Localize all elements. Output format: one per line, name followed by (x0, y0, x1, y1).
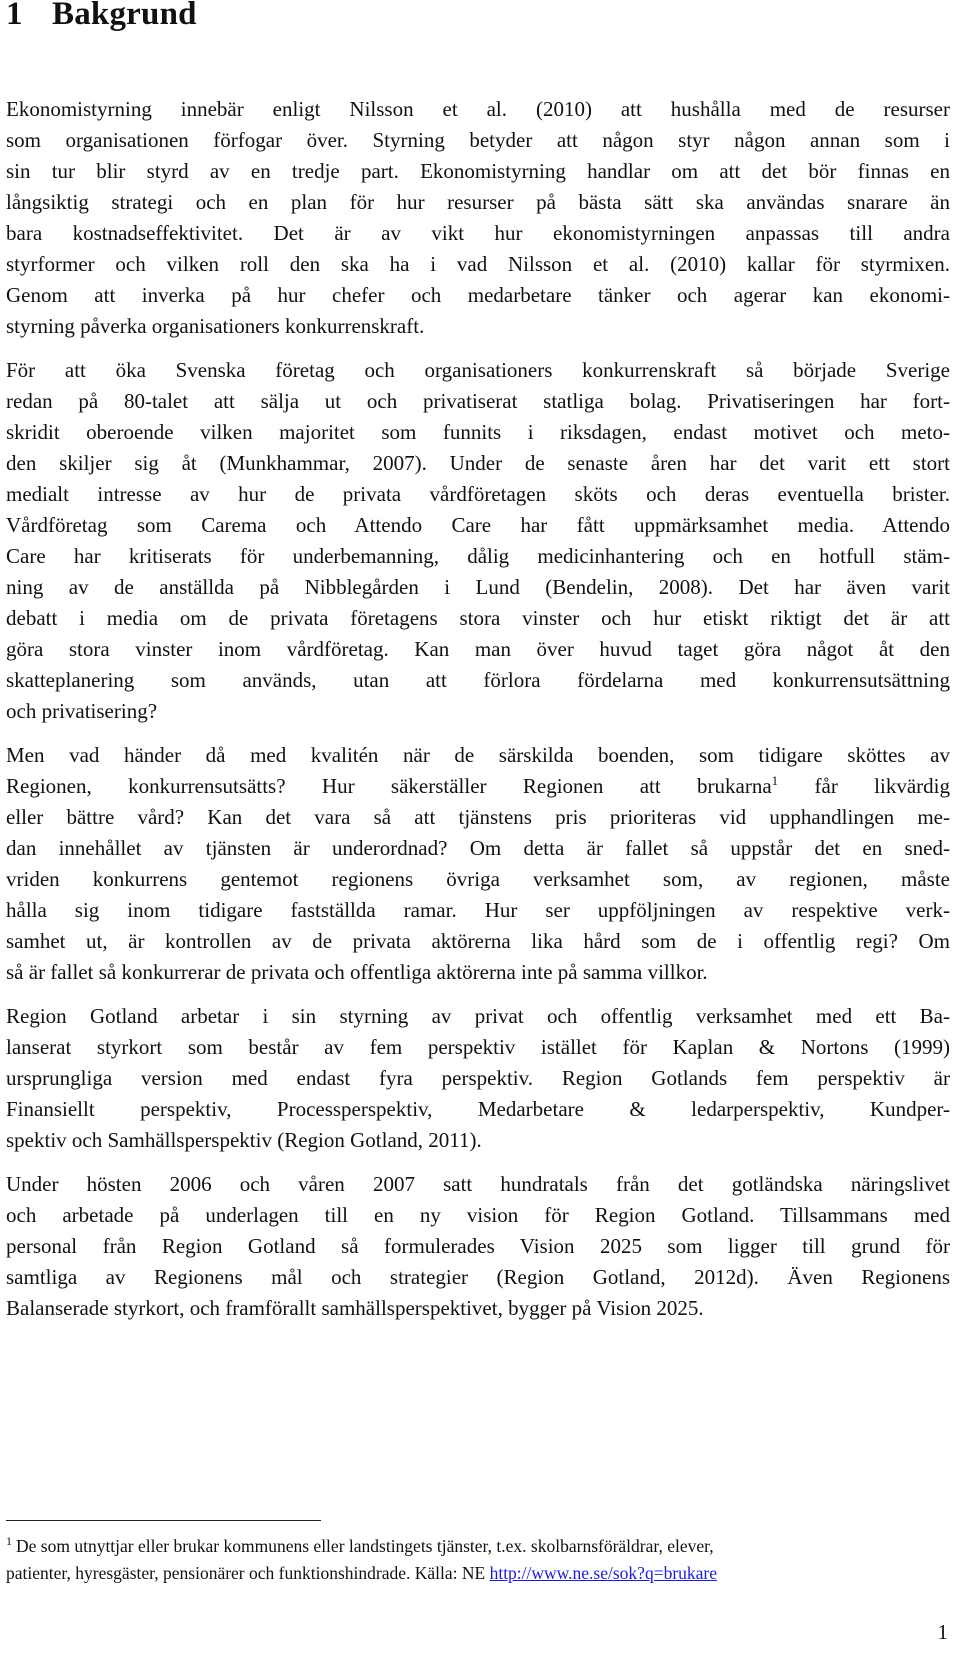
text-fragment: Regionen, konkurrensutsätts? Hur säkerställer Regionen att brukarna (6, 774, 772, 798)
text-line: personal från Region Gotland så formulerades Vision 2025 som ligger till grund för (6, 1234, 950, 1258)
text-line: Finansiellt perspektiv, Processperspektiv, Medarbetare & ledarperspektiv, Kundper- (6, 1097, 950, 1121)
text-line: bara kostnadseffektivitet. Det är av vikt hur ekonomistyrningen anpassas till andra (6, 221, 950, 245)
section-title: Bakgrund (52, 0, 197, 32)
text-line-with-footnote-marker (6, 771, 950, 802)
text-line: För att öka Svenska företag och organisationers konkurrenskraft så började Sverige (6, 358, 950, 382)
text-line: så är fallet så konkurrerar de privata och offentliga aktörerna inte på samma villkor. (6, 960, 708, 984)
text-line: sin tur blir styrd av en tredje part. Ekonomistyrning handlar om att det bör finnas en (6, 159, 950, 183)
footnote-divider (6, 1520, 321, 1521)
text-line: och privatisering? (6, 699, 158, 723)
text-line: Care har kritiserats för underbemanning, dålig medicinhantering och en hotfull stäm- (6, 544, 950, 568)
text-line: samhet ut, är kontrollen av de privata aktörerna lika hård som de i offentlig regi? Om (6, 929, 950, 953)
text-line: vriden konkurrens gentemot regionens övriga verksamhet som, av regionen, måste (6, 867, 950, 891)
section-heading (6, 0, 197, 33)
text-line: spektiv och Samhällsperspektiv (Region Gotland, 2011). (6, 1128, 482, 1152)
text-line: eller bättre vård? Kan det vara så att tjänstens pris prioriteras vid upphandlingen me- (6, 805, 950, 829)
page-number: 1 (937, 1620, 948, 1644)
text-line: hålla sig inom tidigare fastställda ramar. Hur ser uppföljningen av respektive verk- (6, 898, 950, 922)
text-line: styrning påverka organisationers konkurrenskraft. (6, 314, 425, 338)
text-line: den skiljer sig åt (Munkhammar, 2007). Under de senaste åren har det varit ett stort (6, 451, 950, 475)
text-line: Men vad händer då med kvalitén när de särskilda boenden, som tidigare sköttes av (6, 743, 950, 767)
footnote-marker: 1 (771, 773, 779, 788)
text-line: skatteplanering som används, utan att förlora fördelarna med konkurrensutsättning (6, 668, 950, 692)
text-line: Balanserade styrkort, och framförallt samhällsperspektivet, bygger på Vision 2025. (6, 1296, 704, 1320)
footnote-line (6, 1533, 950, 1560)
footnote-text: De som utnyttjar eller brukar kommunens eller landstingets tjänster, t.ex. skolbarnsföräldrar, elever, (16, 1536, 714, 1556)
paragraph-4 (6, 1001, 950, 1156)
text-line: ursprungliga version med endast fyra perspektiv. Region Gotlands fem perspektiv är (6, 1066, 950, 1090)
text-line: Region Gotland arbetar i sin styrning av privat och offentlig verksamhet med ett Ba- (6, 1004, 950, 1028)
body-text (6, 94, 950, 1337)
paragraph-1 (6, 94, 950, 342)
text-line: skridit oberoende vilken majoritet som funnits i riksdagen, endast motivet och meto- (6, 420, 950, 444)
text-line: samtliga av Regionens mål och strategier (Region Gotland, 2012d). Även Regionens (6, 1265, 950, 1289)
footnote-number: 1 (6, 1534, 12, 1549)
text-line: Vårdföretag som Carema och Attendo Care har fått uppmärksamhet media. Attendo (6, 513, 950, 537)
text-line: Ekonomistyrning innebär enligt Nilsson et al. (2010) att hushålla med de resurser (6, 97, 950, 121)
footnote-source-link[interactable]: http://www.ne.se/sok?q=brukare (489, 1563, 718, 1583)
text-line: Under hösten 2006 och våren 2007 satt hundratals från det gotländska näringslivet (6, 1172, 950, 1196)
text-line: dan innehållet av tjänsten är underordnad? Om detta är fallet så uppstår det en sned- (6, 836, 950, 860)
section-number: 1 (6, 0, 23, 32)
text-line: och arbetade på underlagen till en ny vision för Region Gotland. Tillsammans med (6, 1203, 950, 1227)
footnote-text: patienter, hyresgäster, pensionärer och funktionshindrade. Källa: NE (6, 1563, 490, 1583)
text-line: göra stora vinster inom vårdföretag. Kan man över huvud taget göra något åt den (6, 637, 950, 661)
text-line: ning av de anställda på Nibblegården i Lund (Bendelin, 2008). Det har även varit (6, 575, 950, 599)
footnote-line (6, 1560, 950, 1587)
text-line: Genom att inverka på hur chefer och medarbetare tänker och agerar kan ekonomi- (6, 283, 950, 307)
text-line: debatt i media om de privata företagens stora vinster och hur etiskt riktigt det är att (6, 606, 950, 630)
paragraph-3 (6, 740, 950, 988)
paragraph-5 (6, 1169, 950, 1324)
text-line: styrformer och vilken roll den ska ha i vad Nilsson et al. (2010) kallar för styrmixen. (6, 252, 950, 276)
text-line: som organisationen förfogar över. Styrning betyder att någon styr någon annan som i (6, 128, 950, 152)
footnote (6, 1533, 950, 1587)
text-line: långsiktig strategi och en plan för hur resurser på bästa sätt ska användas snarare än (6, 190, 950, 214)
paragraph-2 (6, 355, 950, 727)
text-fragment: får likvärdig (778, 774, 950, 798)
text-line: redan på 80-talet att sälja ut och privatiserat statliga bolag. Privatiseringen har fort- (6, 389, 950, 413)
text-line: lanserat styrkort som består av fem perspektiv istället för Kaplan & Nortons (1999) (6, 1035, 950, 1059)
text-line: medialt intresse av hur de privata vårdföretagen sköts och deras eventuella brister. (6, 482, 950, 506)
